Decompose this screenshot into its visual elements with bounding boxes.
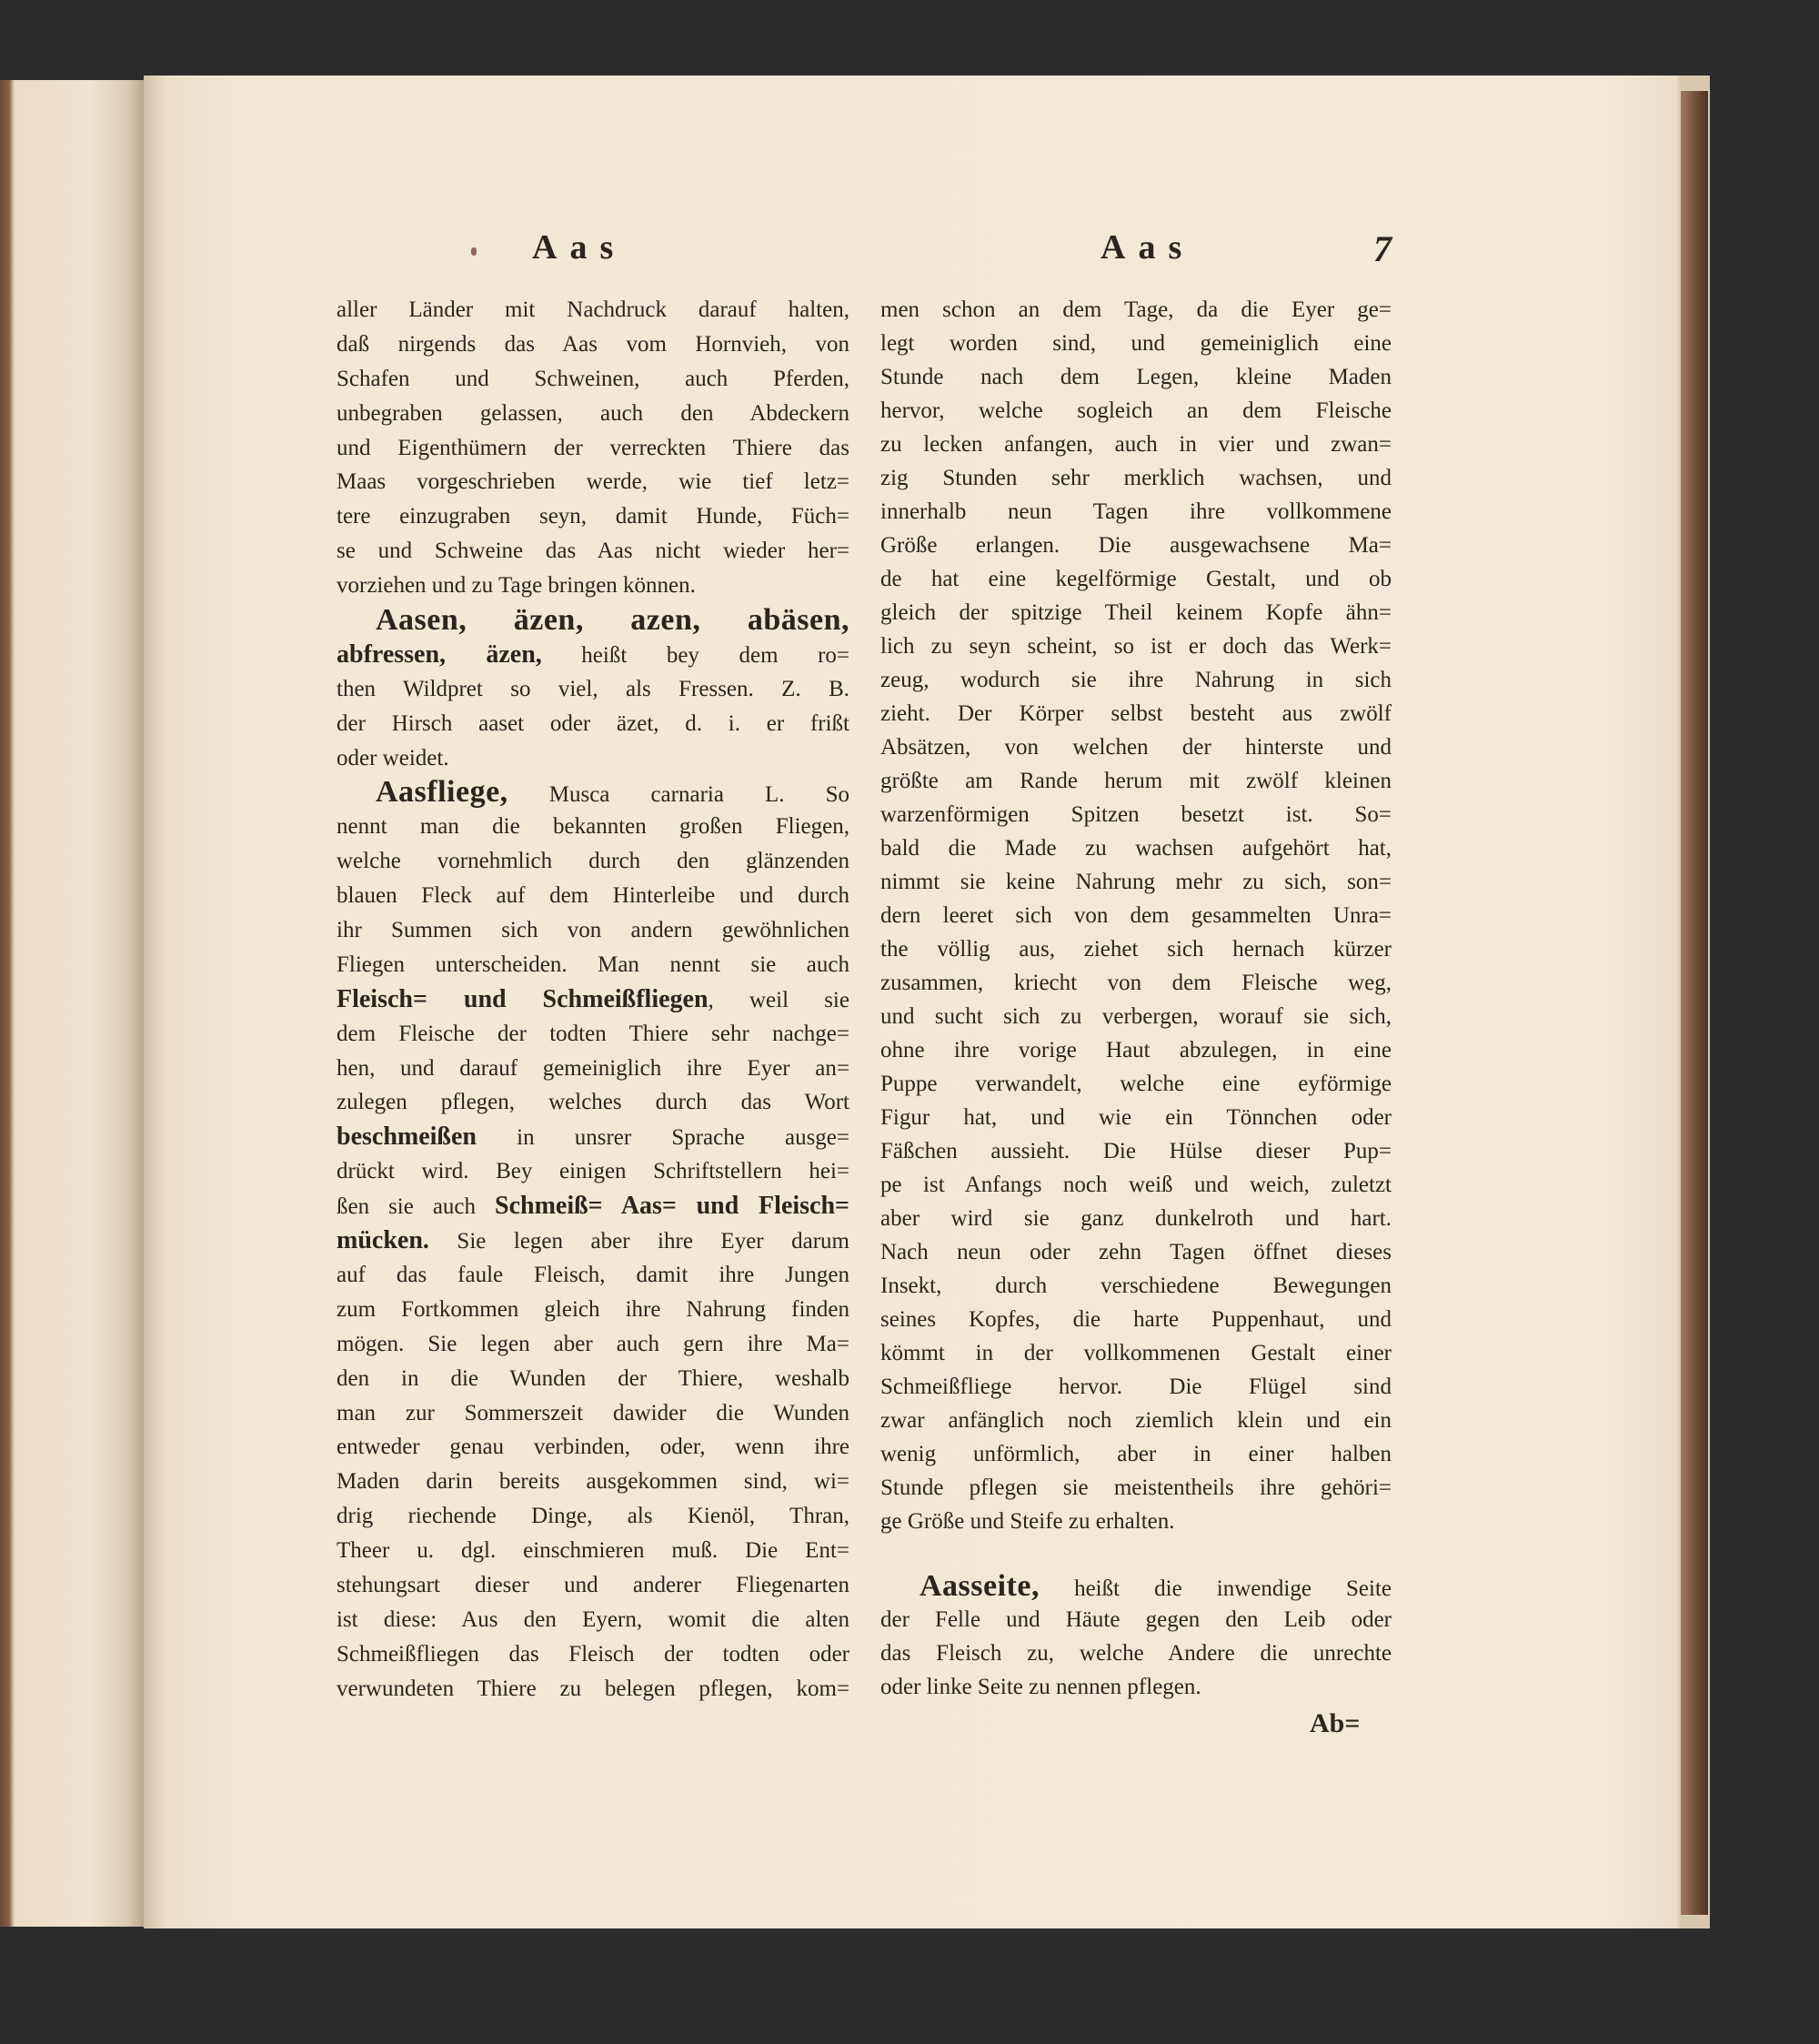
text-line: [337, 1085, 849, 1120]
dictionary-entry: [337, 775, 849, 1706]
text-line: [880, 1437, 1392, 1471]
text-line: [337, 1499, 849, 1534]
text-run: und sucht sich zu verbergen, worauf sie sich,: [880, 1004, 1392, 1029]
text-run: dern leeret sich von dem gesammelten Unra=: [880, 903, 1392, 928]
text-run: entweder genau verbinden, oder, wenn ihre: [337, 1435, 849, 1460]
text-line: [880, 831, 1392, 865]
catchword: Ab=: [1310, 1708, 1361, 1738]
text-run: seines Kopfes, die harte Puppenhaut, und: [880, 1307, 1392, 1332]
text-line: [880, 529, 1392, 562]
text-line: [880, 1202, 1392, 1235]
text-run: Maas vorgeschrieben werde, wie tief letz=: [337, 469, 849, 495]
text-run: stehungsart dieser und anderer Fliegenarten: [337, 1572, 849, 1597]
text-line: [337, 1017, 849, 1052]
text-run: ohne ihre vorige Haut abzulegen, in eine: [880, 1038, 1392, 1062]
text-run: Fliegen unterscheiden. Man nennt sie auch: [337, 952, 849, 977]
text-line: [337, 1293, 849, 1327]
dictionary-entry: [337, 603, 849, 775]
text-line: [880, 629, 1392, 663]
text-run: Stunde nach dem Legen, kleine Maden: [880, 365, 1392, 389]
text-line: [880, 1235, 1392, 1269]
text-run: de hat eine kegelförmige Gestalt, und ob: [880, 567, 1392, 591]
text-run: hen, und darauf gemeiniglich ihre Eyer an=: [337, 1055, 849, 1081]
text-run: der Felle und Häute gegen den Leib oder: [880, 1607, 1392, 1632]
text-line: [880, 1101, 1392, 1134]
text-run: vorziehen und zu Tage bringen können.: [337, 573, 696, 599]
text-run: zulegen pflegen, welches durch das Wort: [337, 1090, 849, 1115]
text-run: zieht. Der Körper selbst besteht aus zwölf: [880, 701, 1392, 726]
text-run: Maden darin bereits ausgekommen sind, wi=: [337, 1469, 849, 1495]
text-line: [337, 1465, 849, 1499]
text-line: [337, 1396, 849, 1431]
text-line: [337, 1362, 849, 1396]
text-run: Figur hat, und wie ein Tönnchen oder: [880, 1105, 1392, 1130]
text-line: [337, 1223, 849, 1258]
text-line: [880, 966, 1392, 1000]
text-run: und Eigenthümern der verreckten Thiere das: [337, 435, 849, 460]
text-run: Absätzen, von welchen der hinterste und: [880, 735, 1392, 760]
text-run: men schon an dem Tage, da die Eyer ge=: [880, 297, 1392, 322]
text-line: [880, 1404, 1392, 1437]
text-run: mögen. Sie legen aber auch gern ihre Ma=: [337, 1331, 849, 1356]
headword: Aasseite,: [920, 1569, 1040, 1603]
text-run: daß nirgends das Aas vom Hornvieh, von: [337, 331, 849, 357]
text-run: hervor, welche sogleich an dem Fleische: [880, 398, 1392, 423]
text-run: aller Länder mit Nachdruck darauf halten,: [337, 297, 849, 322]
text-run: oder linke Seite zu nennen pflegen.: [880, 1675, 1201, 1699]
text-run: ßen sie auch: [337, 1194, 495, 1220]
text-run: Schmeißfliege hervor. Die Flügel sind: [880, 1374, 1392, 1399]
text-run: wenig unförmlich, aber in einer halben: [880, 1442, 1392, 1466]
text-line: [880, 1336, 1392, 1370]
text-run: zwar anfänglich noch ziemlich klein und ein: [880, 1408, 1392, 1433]
text-line: [337, 1603, 849, 1637]
text-run: blauen Fleck auf dem Hinterleibe und durch: [337, 883, 849, 909]
text-line: [880, 1303, 1392, 1336]
text-line: [337, 1430, 849, 1465]
running-head-left: Aas: [532, 228, 627, 267]
text-run: kömmt in der vollkommenen Gestalt einer: [880, 1341, 1392, 1365]
text-line: [337, 362, 849, 397]
text-column-left: [337, 293, 849, 1707]
text-line: [880, 428, 1392, 461]
text-line: [880, 327, 1392, 360]
text-run: the völlig aus, ziehet sich hernach kürzer: [880, 937, 1392, 962]
text-line: [337, 810, 849, 844]
text-run: zusammen, kriecht von dem Fleische weg,: [880, 971, 1392, 995]
text-line: [337, 844, 849, 879]
text-line: [880, 730, 1392, 764]
text-run: se und Schweine das Aas nicht wieder her=: [337, 539, 849, 564]
text-line: [337, 741, 849, 776]
text-line: [880, 360, 1392, 394]
text-line: [880, 1603, 1392, 1636]
text-run: ist diese: Aus den Eyern, womit die alten: [337, 1606, 849, 1632]
text-line: [337, 293, 849, 327]
text-line: [880, 1471, 1392, 1505]
text-line: [337, 431, 849, 466]
ink-mark: [471, 247, 477, 256]
text-line: [337, 1120, 849, 1154]
text-line: [880, 1670, 1392, 1704]
text-line: [880, 562, 1392, 596]
text-line: [880, 932, 1392, 966]
text-run: zu lecken anfangen, auch in vier und zwan=: [880, 432, 1392, 457]
text-line: [337, 638, 849, 672]
text-line: [880, 1269, 1392, 1303]
text-run: heißt die inwendige Seite: [1039, 1576, 1392, 1601]
text-line: [880, 899, 1392, 932]
paragraph: [880, 293, 1392, 1538]
text-line: [880, 495, 1392, 529]
text-line: [337, 1154, 849, 1189]
text-run: Schafen und Schweinen, auch Pferden,: [337, 366, 849, 391]
text-line: [880, 1000, 1392, 1033]
running-head-right: Aas: [1100, 228, 1195, 267]
text-line: [880, 1505, 1392, 1538]
text-line: [880, 461, 1392, 495]
book-cover-edge: [1681, 91, 1708, 1915]
facing-page-edge: [0, 80, 144, 1927]
text-run: Musca carnaria L. So: [508, 782, 849, 808]
text-run: pe ist Anfangs noch weiß und weich, zuletzt: [880, 1173, 1392, 1197]
text-line: [337, 534, 849, 569]
text-run: auf das faule Fleisch, damit ihre Jungen: [337, 1262, 849, 1287]
text-run: man zur Sommerszeit dawider die Wunden: [337, 1400, 849, 1425]
text-line: [880, 1370, 1392, 1404]
text-line: [337, 672, 849, 707]
text-line: [337, 1327, 849, 1362]
text-line: [337, 1189, 849, 1223]
headword: Aasfliege,: [376, 775, 508, 810]
text-run: then Wildpret so viel, als Fressen. Z. B.: [337, 676, 849, 701]
text-line: [880, 1067, 1392, 1101]
text-run: , weil sie: [708, 987, 849, 1012]
text-line: [337, 1258, 849, 1293]
text-run: bald die Made zu wachsen aufgehört hat,: [880, 836, 1392, 861]
text-run: lich zu seyn scheint, so ist er doch das Werk=: [880, 634, 1392, 659]
text-line: [337, 569, 849, 603]
text-run: Größe erlangen. Die ausgewachsene Ma=: [880, 533, 1392, 558]
text-run: warzenförmigen Spitzen besetzt ist. So=: [880, 802, 1392, 827]
dictionary-entry: [880, 1569, 1392, 1704]
text-run: oder weidet.: [337, 745, 449, 770]
text-line: [337, 1534, 849, 1568]
text-line: [880, 596, 1392, 629]
text-run: zum Fortkommen gleich ihre Nahrung finden: [337, 1296, 849, 1322]
text-line: [337, 499, 849, 534]
text-run: Theer u. dgl. einschmieren muß. Die Ent=: [337, 1538, 849, 1564]
text-run: innerhalb neun Tagen ihre vollkommene: [880, 499, 1392, 524]
text-run: gleich der spitzige Theil keinem Kopfe ähn=: [880, 600, 1392, 625]
text-run: welche vornehmlich durch den glänzenden: [337, 849, 849, 874]
text-line: [880, 1168, 1392, 1202]
text-line: [337, 1637, 849, 1672]
text-line: [880, 1636, 1392, 1670]
text-run: heißt bey dem ro=: [541, 642, 849, 668]
text-run: den in die Wunden der Thiere, weshalb: [337, 1365, 849, 1391]
text-line: [880, 865, 1392, 899]
text-line: [880, 798, 1392, 831]
headword: Aasen, äzen, azen, abäsen,: [376, 603, 849, 638]
text-run: Insekt, durch verschiedene Bewegungen: [880, 1274, 1392, 1298]
text-run: Fäßchen aussieht. Die Hülse dieser Pup=: [880, 1139, 1392, 1163]
text-line: [880, 1134, 1392, 1168]
text-run: drückt wird. Bey einigen Schriftstellern hei=: [337, 1159, 849, 1184]
page-number: 7: [1373, 228, 1392, 269]
text-run: dem Fleische der todten Thiere sehr nachge=: [337, 1021, 849, 1046]
text-run: Schmeißfliegen das Fleisch der todten oder: [337, 1641, 849, 1666]
emphasized-term: Fleisch= und Schmeißfliegen: [337, 984, 709, 1013]
text-line: [880, 1569, 1392, 1603]
text-line: [337, 397, 849, 431]
text-run: legt worden sind, und gemeiniglich eine: [880, 331, 1392, 356]
text-run: Puppe verwandelt, welche eine eyförmige: [880, 1072, 1392, 1096]
text-line: [880, 394, 1392, 428]
text-run: nimmt sie keine Nahrung mehr zu sich, son=: [880, 870, 1392, 894]
text-run: Sie legen aber ihre Eyer darum: [428, 1229, 849, 1254]
emphasized-term: abfressen, äzen,: [337, 639, 542, 669]
text-run: Nach neun oder zehn Tagen öffnet dieses: [880, 1240, 1392, 1264]
text-line: [880, 697, 1392, 730]
text-run: größte am Rande herum mit zwölf kleinen: [880, 769, 1392, 793]
emphasized-term: beschmeißen: [337, 1123, 477, 1152]
text-run: das Fleisch zu, welche Andere die unrechte: [880, 1641, 1392, 1666]
text-run: aber wird sie ganz dunkelroth und hart.: [880, 1206, 1392, 1231]
text-line: [337, 948, 849, 982]
text-line: [880, 663, 1392, 697]
text-line: [337, 465, 849, 499]
text-run: unbegraben gelassen, auch den Abdeckern: [337, 400, 849, 426]
text-run: zeug, wodurch sie ihre Nahrung in sich: [880, 668, 1392, 692]
text-run: ihr Summen sich von andern gewöhnlichen: [337, 918, 849, 943]
text-run: drig riechende Dinge, als Kienöl, Thran,: [337, 1504, 849, 1529]
text-line: [880, 293, 1392, 327]
text-line: [337, 775, 849, 810]
text-run: zig Stunden sehr merklich wachsen, und: [880, 466, 1392, 490]
text-line: [337, 1052, 849, 1086]
paragraph-spacer: [880, 1538, 1392, 1569]
text-run: der Hirsch aaset oder äzet, d. i. er frißt: [337, 710, 849, 736]
text-line: [337, 913, 849, 948]
text-line: [337, 603, 849, 638]
text-run: tere einzugraben seyn, damit Hunde, Füch=: [337, 504, 849, 529]
text-column-right: [880, 293, 1392, 1704]
text-line: [337, 879, 849, 913]
text-line: [337, 982, 849, 1017]
emphasized-term: mücken.: [337, 1226, 429, 1255]
text-run: Stunde pflegen sie meistentheils ihre gehöri=: [880, 1475, 1392, 1500]
text-line: [337, 707, 849, 741]
text-run: in unsrer Sprache ausge=: [477, 1125, 849, 1151]
text-run: ge Größe und Steife zu erhalten.: [880, 1509, 1175, 1534]
paragraph: [337, 293, 849, 603]
text-line: [337, 1568, 849, 1603]
text-run: verwundeten Thiere zu belegen pflegen, kom=: [337, 1676, 849, 1701]
text-line: [337, 1672, 849, 1707]
text-line: [880, 764, 1392, 798]
text-line: [880, 1033, 1392, 1067]
emphasized-term: Schmeiß= Aas= und Fleisch=: [495, 1192, 849, 1221]
text-line: [337, 327, 849, 362]
text-run: nennt man die bekannten großen Fliegen,: [337, 814, 849, 840]
